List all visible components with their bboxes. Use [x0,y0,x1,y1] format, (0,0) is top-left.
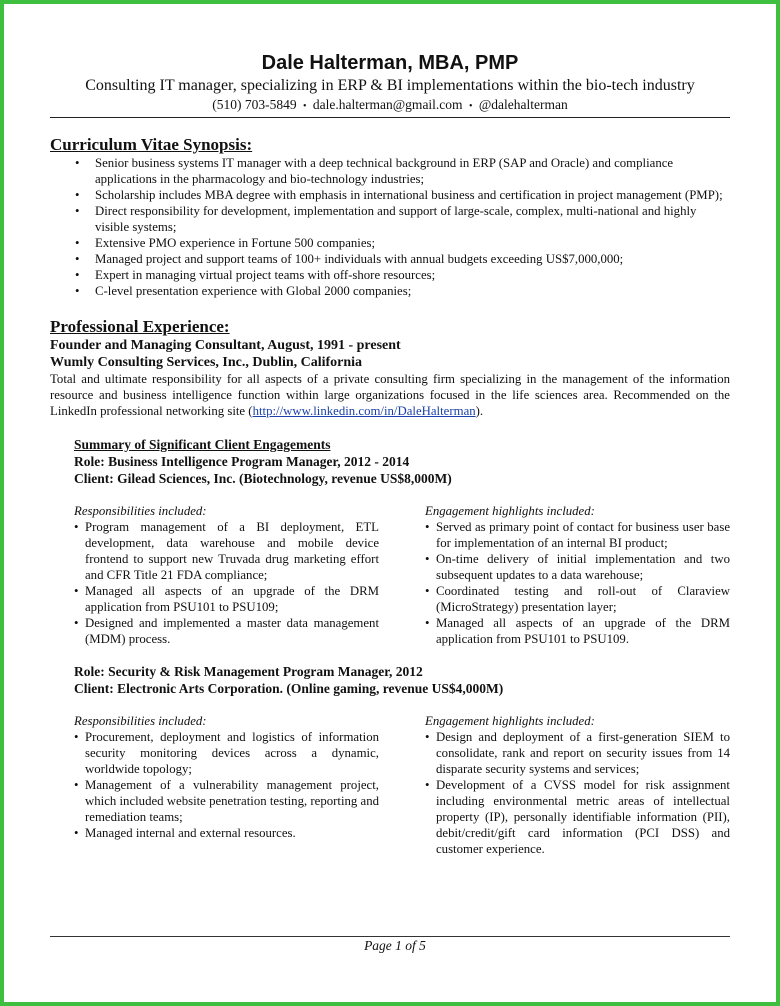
company-name: Wumly Consulting Services, Inc., Dublin, California [50,355,363,370]
highlights-column [425,503,730,647]
email: dale.halterman@gmail.com [312,97,463,112]
company-description [50,371,730,419]
highlights-list [425,519,730,647]
engagement-columns [74,713,730,857]
list-item: • Managed internal and external resources. [85,825,379,841]
highlights-heading: Engagement highlights included: [425,504,595,518]
list-item: • Managed all aspects of an upgrade of the DRM application from PSU101 to PSU109. [436,615,730,647]
engagement-role: Role: Security & Risk Management Program Manager, 2012 [74,664,423,679]
list-item: • Scholarship includes MBA degree with emphasis in international business and certification in project management (PMP); [95,187,730,203]
list-item: • Program management of a BI deployment, ETL development, data warehouse and mobile device frontend to support new Truvada drug marketing effort and CFR Title 21 FDA compliance; [85,519,379,583]
list-item: • Managed project and support teams of 100+ individuals with annual budgets exceeding US$7,000,000; [95,251,730,267]
list-item: • Expert in managing virtual project teams with off-shore resources; [95,267,730,283]
list-item: • Direct responsibility for development, implementation and support of large-scale, complex, multi-national and highly visible systems; [95,203,730,235]
list-item: • Coordinated testing and roll-out of Claraview (MicroStrategy) presentation layer; [436,583,730,615]
engagement-client: Client: Electronic Arts Corporation. (Online gaming, revenue US$4,000M) [74,681,504,696]
list-item: • Designed and implemented a master data management (MDM) process. [85,615,379,647]
list-item: • On-time delivery of initial implementation and two subsequent updates to a data warehouse; [436,551,730,583]
contact-line [50,96,730,115]
list-item: • Senior business systems IT manager with a deep technical background in ERP (SAP and Oracle) and compliance applications in the pharmacology and bio-technology industries; [95,155,730,187]
engagement-role: Role: Business Intelligence Program Manager, 2012 - 2014 [74,454,410,469]
highlights-column [425,713,730,857]
list-item: • Development of a CVSS model for risk assignment including environmental metric areas of intellectual property (IP), personally identifiable information (PII), debit/credit/gift card information (PCI DSS) and customer experience. [436,777,730,857]
description-end: ). [475,404,484,418]
list-item: • C-level presentation experience with Global 2000 companies; [95,283,730,299]
list-item: • Managed all aspects of an upgrade of the DRM application from PSU101 to PSU109; [85,583,379,615]
description-text: Total and ultimate responsibility for all aspects of a private consulting firm specializing in the management of the information resource and business intelligence function within large organizations focused in the life sciences area. Recommended on the LinkedIn professional networking site ( [50,372,730,418]
synopsis-title: Curriculum Vitae Synopsis: [50,135,253,154]
responsibilities-column [74,503,379,647]
engagements-section [50,419,730,857]
list-item: • Management of a vulnerability management project, which included website penetration testing, reporting and remediation teams; [85,777,379,825]
engagement-client: Client: Gilead Sciences, Inc. (Biotechnology, revenue US$8,000M) [74,471,452,486]
responsibilities-heading: Responsibilities included: [74,714,207,728]
separator-dot: • [468,101,473,112]
footer-divider [50,936,730,937]
separator-dot: • [303,101,307,112]
engagement-columns [74,503,730,647]
resume-page [50,50,730,857]
responsibilities-list [74,519,379,647]
list-item: • Extensive PMO experience in Fortune 500 companies; [95,235,730,251]
responsibilities-column [74,713,379,857]
list-item: • Served as primary point of contact for business user base for implementation of an internal BI product; [436,519,730,551]
candidate-name: Dale Halterman, MBA, PMP [261,52,519,74]
page-number: Page 1 of 5 [364,938,426,953]
linkedin-link[interactable]: http://www.linkedin.com/in/DaleHalterman [252,404,476,418]
list-item: • Design and deployment of a first-generation SIEM to consolidate, rank and report on security issues from 14 disparate security systems and services; [436,729,730,777]
phone: (510) 703-5849 [212,97,297,112]
highlights-heading: Engagement highlights included: [425,714,595,728]
highlights-list [425,729,730,857]
position-title: Founder and Managing Consultant, August, 1991 - present [50,338,401,353]
social-handle: @dalehalterman [478,97,568,112]
list-item: • Procurement, deployment and logistics of information security monitoring devices across a dynamic, worldwide topology; [85,729,379,777]
responsibilities-heading: Responsibilities included: [74,504,207,518]
experience-title: Professional Experience: [50,317,230,336]
synopsis-list [50,155,730,299]
engagements-title: Summary of Significant Client Engagements [74,437,331,452]
responsibilities-list [74,729,379,841]
tagline: Consulting IT manager, specializing in ERP & BI implementations within the bio-tech industry [85,77,695,94]
